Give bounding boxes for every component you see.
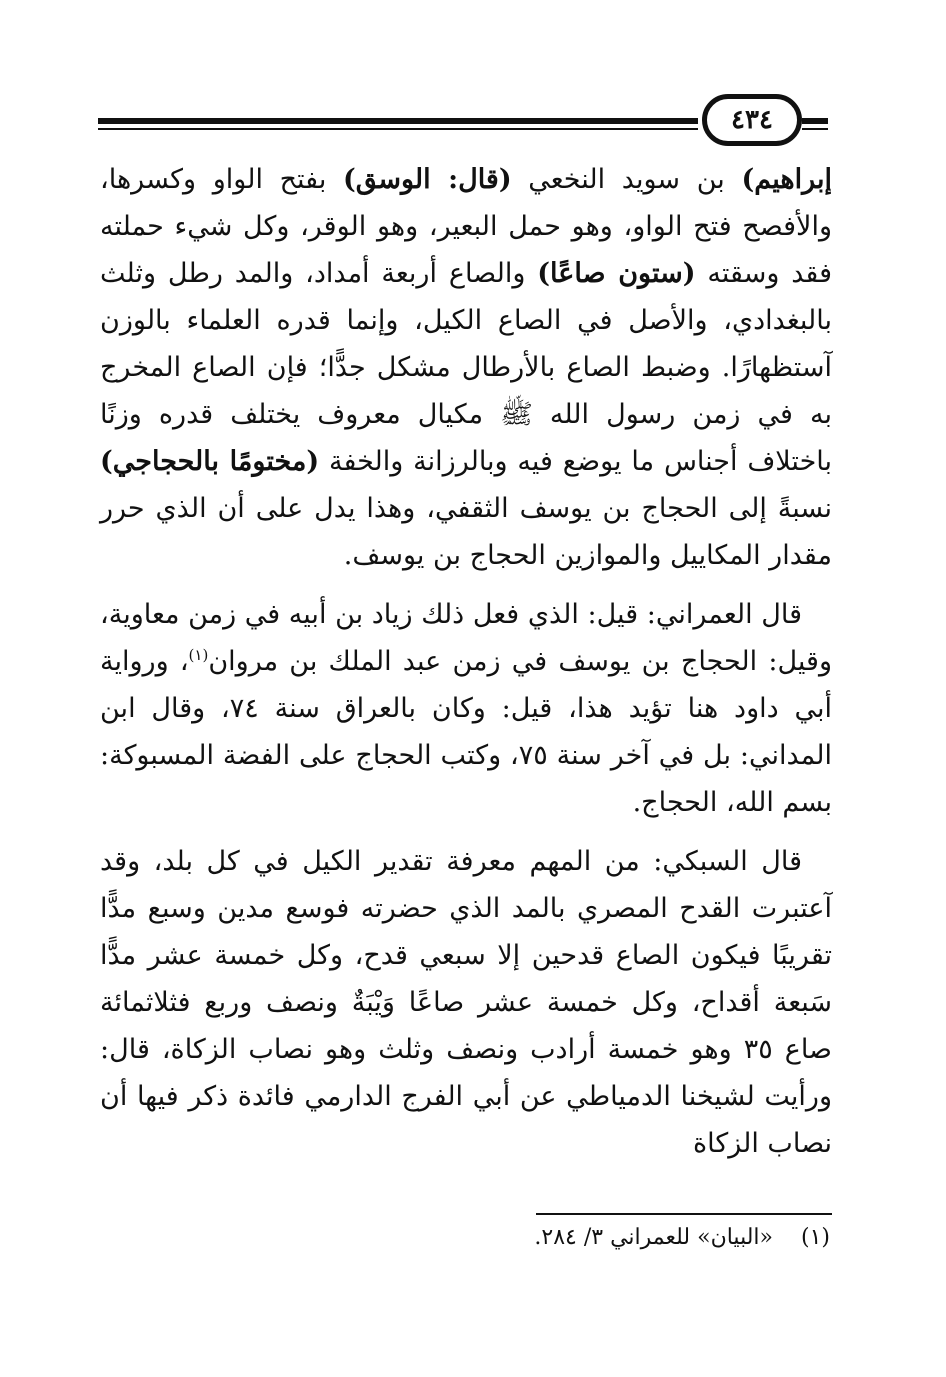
bold-term: (ستون صاعًا) (537, 258, 696, 289)
text-run: نسبةً إلى الحجاج بن يوسف الثقفي، وهذا يدل على أن الذي حرر مقدار المكاييل والموازين الحجاج بن يوسف. (100, 493, 832, 571)
paragraph-3: قال السبكي: من المهم معرفة تقدير الكيل في كل بلد، وقد آعتبرت القدح المصري بالمد الذي حضرته فوسع مدين وسبع مدًّا تقريبًا فيكون الصاع قدحين إلا سبعي قدح، وكل خمسة عشر مدًّا سَبعة أقداح، وكل خمسة عشر صاعًا وَيْبَةٌ ونصف وربع فثلاثمائة صاع ٣٥ وهو خمسة أرادب ونصف وثلث وهو نصاب الزكاة، قال: ورأيت لشيخنا الدمياطي عن أبي الفرج الدارمي فائدة ذكر فيها أن نصاب الزكاة (100, 846, 832, 1159)
footnote-number: (١) (800, 1225, 830, 1250)
text-run: قال العمراني: قيل: الذي فعل ذلك زياد بن أبيه في زمن معاوية، وقيل: الحجاج بن يوسف في زمن عبد الملك بن مروان (100, 599, 832, 677)
footnote-reference[interactable]: (١) (188, 646, 209, 664)
header-rule (98, 118, 698, 124)
bold-term: (مختومًا بالحجاجي) (100, 446, 320, 477)
footnote-text: «البيان» للعمراني ٣/ ٢٨٤. (534, 1225, 773, 1250)
text-run: ، ورواية أبي داود هنا تؤيد هذا، قيل: وكان بالعراق سنة ٧٤، وقال ابن المداني: بل في آخر سنة ٧٥، وكتب الحجاج على الفضة المسبوكة: بسم الله، الحجاج. (100, 646, 832, 818)
paragraph-1 (100, 156, 832, 579)
paragraph-2 (100, 591, 832, 826)
bold-term: إبراهيم) (741, 164, 832, 195)
bold-term: (قال: الوسق) (343, 164, 512, 195)
footnote (100, 1220, 830, 1256)
header-rule-right (802, 118, 828, 124)
page-number: ٤٣٤ (702, 94, 802, 146)
text-run: بن سويد النخعي (511, 164, 742, 195)
text-run: بفتح الواو وكسرها، والأفصح فتح الواو، وهو حمل البعير، وهو الوقر، وكل شيء حملته فقد وسقته (100, 164, 832, 289)
page-header (98, 92, 828, 152)
main-text (100, 156, 832, 1167)
text-run: والصاع أربعة أمداد، والمد رطل وثلث بالبغدادي، والأصل في الصاع الكيل، وإنما قدره العلماء بالوزن آستظهارًا. وضبط الصاع بالأرطال مشكل جدًّا؛ فإن الصاع المخرج به في زمن رسول الله ﷺ مكيال معروف يختلف قدره وزنًا باختلاف أجناس ما يوضع فيه وبالرزانة والخفة (100, 258, 832, 477)
header-rule-thin (98, 128, 698, 130)
footnote-separator (536, 1213, 832, 1215)
header-rule-right-thin (802, 128, 828, 130)
